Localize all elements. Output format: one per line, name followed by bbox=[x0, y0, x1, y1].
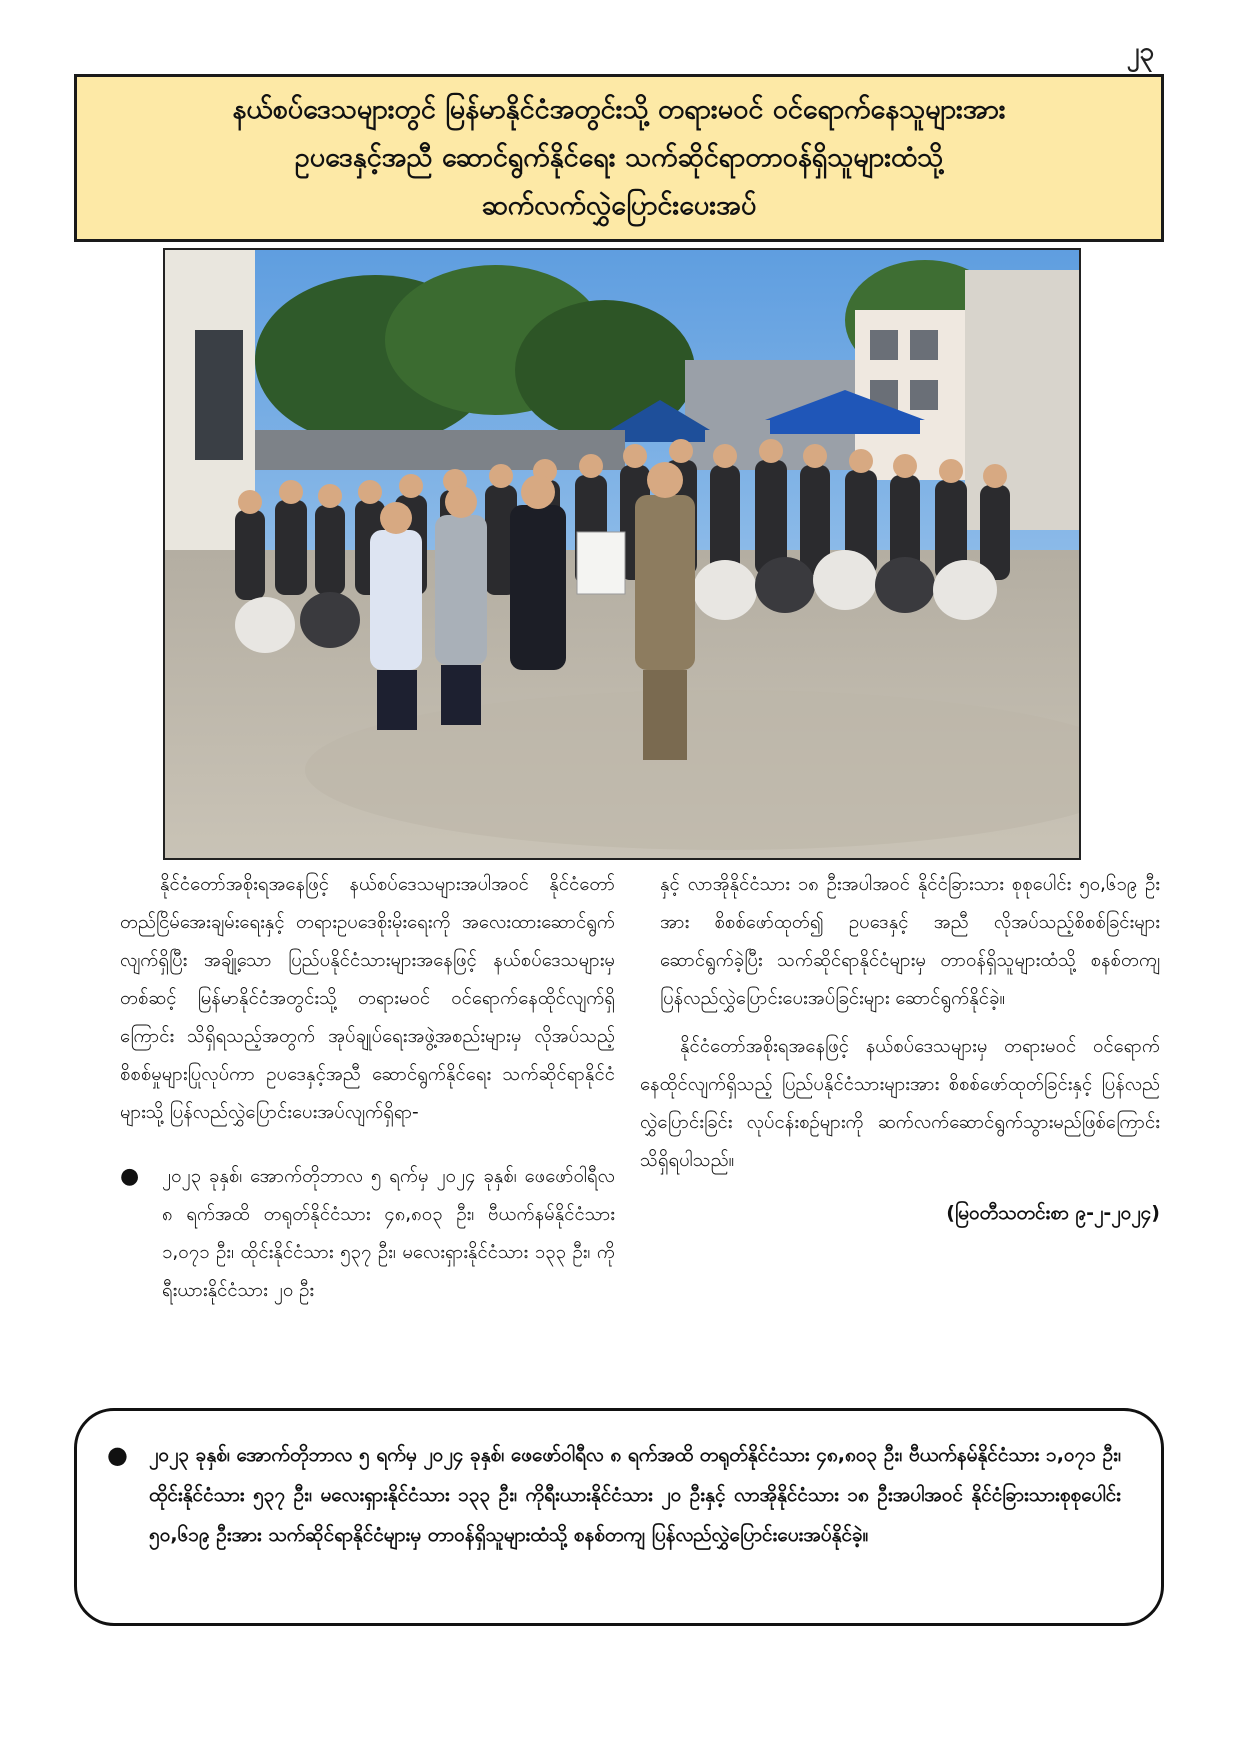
page-number: ၂၃ bbox=[1126, 37, 1154, 67]
bullet-item bbox=[120, 1158, 615, 1310]
headline-box bbox=[74, 74, 1164, 242]
summary-box bbox=[74, 1408, 1164, 1626]
right-column bbox=[640, 866, 1160, 1232]
closing-paragraph: နိုင်ငံတော်အစိုးရအနေဖြင့် နယ်စပ်ဒေသများမှ တရားမဝင် ဝင်ရောက်နေထိုင်လျက်ရှိသည့် ပြည်ပနိုင်ငံသားများအား စိစစ်ဖော်ထုတ်ခြင်းနှင့် ပြန်လည်လွှဲပြောင်းခြင်း လုပ်ငန်းစဉ်များကို ဆက်လက်ဆောင်ရွက်သွားမည်ဖြစ်ကြောင်း သိရှိရပါသည်။ bbox=[640, 1036, 1160, 1171]
photo-illustration bbox=[165, 250, 1079, 858]
summary-bullet-icon: ● bbox=[107, 1441, 128, 1469]
news-photo bbox=[163, 248, 1081, 860]
left-column bbox=[120, 866, 615, 1310]
bullet-continuation: နှင့် လာအိုနိုင်ငံသား ၁၈ ဦးအပါအဝင် နိုင်ငံခြားသား စုစုပေါင်း ၅၀,၆၁၉ ဦးအား စိစစ်ဖော်ထုတ်၍ ဥပဒေနှင့် အညီ လိုအပ်သည့်စိစစ်ခြင်းများ ဆောင်ရွက်ခဲ့ပြီး သက်ဆိုင်ရာနိုင်ငံများမှ တာဝန်ရှိသူများထံသို့ စနစ်တကျ ပြန်လည်လွှဲပြောင်းပေးအပ်ခြင်းများ ဆောင်ရွက်နိုင်ခဲ့။ bbox=[660, 874, 1160, 1009]
summary-text: ၂၀၂၃ ခုနှစ်၊ အောက်တိုဘာလ ၅ ရက်မှ ၂၀၂၄ ခုနှစ်၊ ဖေဖော်ဝါရီလ ၈ ရက်အထိ တရုတ်နိုင်ငံသား ၄၈,၈၀၃ ဦး၊ ဗီယက်နမ်နိုင်ငံသား ၁,၀၇၁ ဦး၊ ထိုင်းနိုင်ငံသား ၅၃၇ ဦး၊ မလေးရှားနိုင်ငံသား ၁၃၃ ဦး၊ ကိုရီးယားနိုင်ငံသား ၂၀ ဦးနှင့် လာအိုနိုင်ငံသား ၁၈ ဦးအပါအဝင် နိုင်ငံခြားသားစုစုပေါင်း ၅၀,၆၁၉ ဦးအား သက်ဆိုင်ရာနိုင်ငံများမှ တာဝန်ရှိသူများထံသို့ စနစ်တကျ ပြန်လည်လွှဲပြောင်းပေးအပ်နိုင်ခဲ့။ bbox=[149, 1444, 1121, 1546]
bullet-text: ၂၀၂၃ ခုနှစ်၊ အောက်တိုဘာလ ၅ ရက်မှ ၂၀၂၄ ခုနှစ်၊ ဖေဖော်ဝါရီလ ၈ ရက်အထိ တရုတ်နိုင်ငံသား ၄၈,၈၀၃ ဦး၊ ဗီယက်နမ်နိုင်ငံသား ၁,၀၇၁ ဦး၊ ထိုင်းနိုင်ငံသား ၅၃၇ ဦး၊ မလေးရှားနိုင်ငံသား ၁၃၃ ဦး၊ ကိုရီးယားနိုင်ငံသား ၂၀ ဦး bbox=[162, 1166, 615, 1301]
headline-line-3: ဆက်လက်လွှဲပြောင်းပေးအပ် bbox=[481, 190, 757, 221]
bullet-dot-icon: ● bbox=[120, 1164, 140, 1189]
headline-line-2: ဥပဒေနှင့်အညီ ဆောင်ရွက်နိုင်ရေး သက်ဆိုင်ရာတာဝန်ရှိသူများထံသို့ bbox=[294, 142, 944, 173]
intro-paragraph: နိုင်ငံတော်အစိုးရအနေဖြင့် နယ်စပ်ဒေသများအပါအဝင် နိုင်ငံတော်တည်ငြိမ်အေးချမ်းရေးနှင့် တရားဥပဒေစိုးမိုးရေးကို အလေးထားဆောင်ရွက်လျက်ရှိပြီး အချို့သော ပြည်ပနိုင်ငံသားများအနေဖြင့် နယ်စပ်ဒေသများမှတစ်ဆင့် မြန်မာနိုင်ငံအတွင်းသို့ တရားမဝင် ဝင်ရောက်နေထိုင်လျက်ရှိကြောင်း သိရှိရသည့်အတွက် အုပ်ချုပ်ရေးအဖွဲ့အစည်းများမှ လိုအပ်သည့် စိစစ်မှုများပြုလုပ်ကာ ဥပဒေနှင့်အညီ ဆောင်ရွက်နိုင်ရေး သက်ဆိုင်ရာနိုင်ငံများသို့ ပြန်လည်လွှဲပြောင်းပေးအပ်လျက်ရှိရာ- bbox=[120, 874, 615, 1123]
headline-line-1: နယ်စပ်ဒေသများတွင် မြန်မာနိုင်ငံအတွင်းသို့ တရားမဝင် ဝင်ရောက်နေသူများအား bbox=[232, 94, 1006, 125]
source-citation: (မြဝတီသတင်းစာ ၉-၂-၂၀၂၄) bbox=[946, 1202, 1160, 1224]
